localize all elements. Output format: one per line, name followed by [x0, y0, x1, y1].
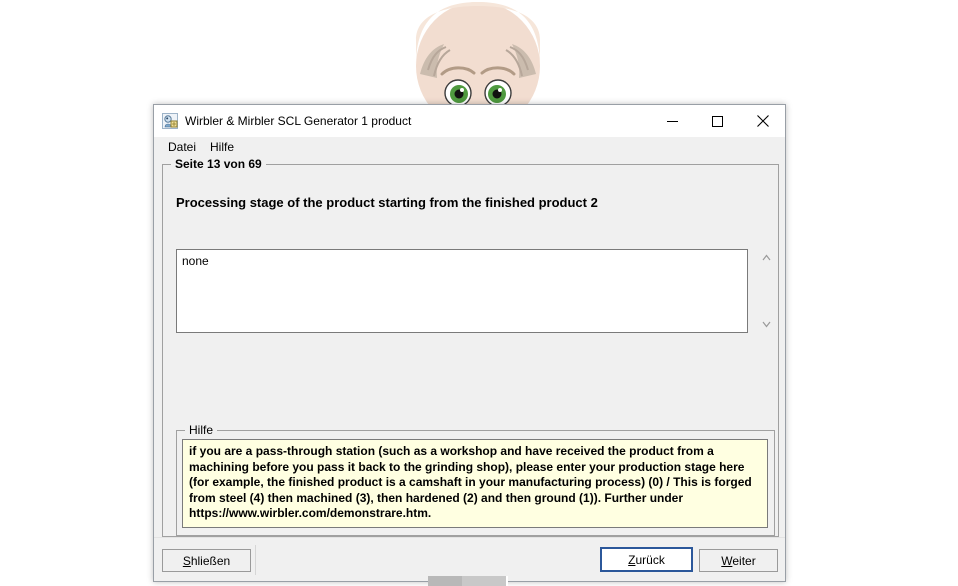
back-button-label: [628, 553, 665, 567]
menu-item-datei[interactable]: Datei: [168, 140, 197, 154]
application-window: [153, 104, 786, 582]
back-button-accel: Z: [628, 552, 636, 567]
button-bar-separator: [255, 545, 256, 575]
page-counter-label: Seite 13 von 69: [171, 157, 266, 171]
back-button-rest: urück: [635, 552, 665, 567]
close-dialog-button-label: [183, 554, 230, 568]
close-button-rest: hließen: [190, 553, 231, 568]
menu-bar: [154, 137, 785, 157]
close-button[interactable]: [740, 105, 785, 137]
next-button-accel: W: [721, 553, 733, 568]
help-group-box: [176, 423, 775, 536]
title-bar[interactable]: [154, 105, 785, 137]
close-dialog-button[interactable]: [162, 549, 251, 572]
question-label: Processing stage of the product starting from the finished product 2: [176, 195, 598, 210]
answer-input[interactable]: [176, 249, 748, 333]
minimize-button[interactable]: [650, 105, 695, 137]
app-icon: [162, 113, 178, 129]
help-text-box: [182, 439, 768, 528]
bottom-edge-shape-secondary: [462, 576, 506, 586]
next-button[interactable]: [699, 549, 778, 572]
answer-field-group: [176, 249, 775, 333]
help-legend-label: Hilfe: [185, 423, 217, 437]
next-button-rest: eiter: [732, 553, 756, 568]
next-button-label: [721, 554, 755, 568]
maximize-button[interactable]: [695, 105, 740, 137]
answer-scrollbar[interactable]: [758, 249, 775, 333]
close-button-accel: S: [182, 553, 191, 568]
button-bar: [154, 537, 785, 581]
menu-item-hilfe[interactable]: Hilfe: [210, 140, 235, 154]
window-title: Wirbler & Mirbler SCL Generator 1 product: [185, 114, 412, 128]
back-button[interactable]: [600, 547, 693, 572]
client-area: [154, 157, 785, 581]
answer-input-value: none: [182, 254, 209, 268]
caption-button-group: [650, 105, 785, 137]
chevron-down-icon[interactable]: [758, 316, 775, 333]
button-bar-divider: [154, 537, 785, 538]
chevron-up-icon[interactable]: [758, 249, 775, 266]
page-group-box: [162, 157, 779, 537]
help-text: if you are a pass-through station (such as a workshop and have received the product from a machining before you pass it back to the grinding shop), please enter your production stage here (for example, the finished product is a camshaft in your manufacturing process) (0) / This is forged from steel (4) then machined (3), then hardened (2) and then ground (1)). Further under https://www.wirbler.com/demonstrare.htm.: [189, 444, 752, 520]
